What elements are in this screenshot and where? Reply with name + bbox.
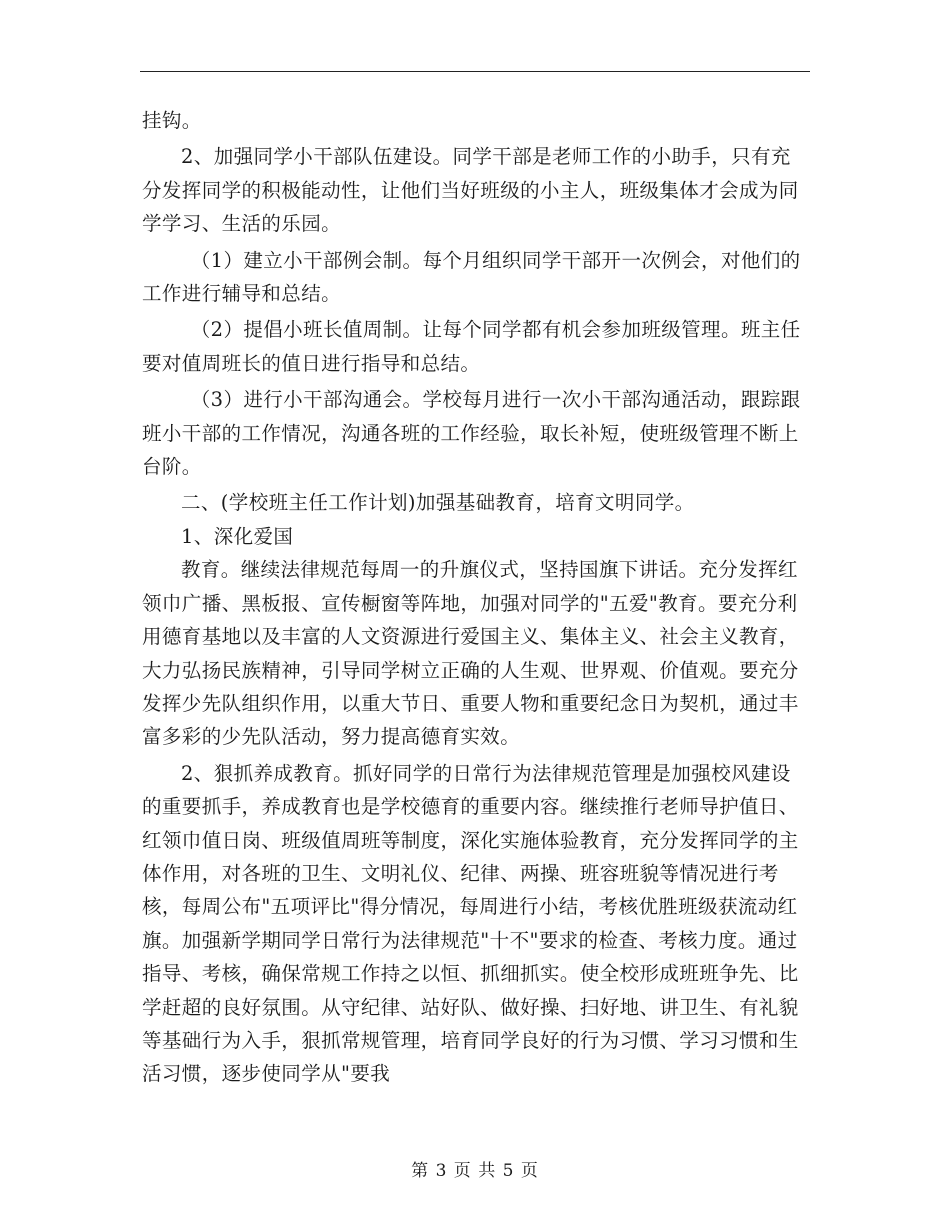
paragraph-item-2: （2）提倡小班长值周制。让每个同学都有机会参加班级管理。班主任要对值周班长的值日进行指导和总结。 — [142, 318, 801, 375]
subheading-patriotism: 1、深化爱国 — [181, 524, 294, 548]
document-body — [142, 104, 810, 1091]
section-heading-2: 二、(学校班主任工作计划)加强基础教育，培育文明同学。 — [181, 491, 695, 515]
paragraph-item-3: （3）进行小干部沟通会。学校每月进行一次小干部沟通活动，跟踪跟班小干部的工作情况，沟通各班的工作经验，取长补短，使班级管理不断上台阶。 — [142, 388, 801, 479]
paragraph-continuation: 挂钩。 — [142, 109, 202, 132]
paragraph-item-1: （1）建立小干部例会制。每个月组织同学干部开一次例会，对他们的工作进行辅导和总结。 — [142, 248, 801, 306]
page-number: 第 3 页 共 5 页 — [411, 1161, 539, 1181]
paragraph-patriotism: 教育。继续法律规范每周一的升旗仪式，坚持国旗下讲话。充分发挥红领巾广播、黑板报、宣传橱窗等阵地，加强对同学的"五爱"教育。要充分利用德育基地以及丰富的人文资源进行爱国主义、集体主义、社会主义教育，大力弘扬民族精神，引导同学树立正确的人生观、世界观、价值观。要充分发挥少先队组织作用，以重大节日、重要人物和重要纪念日为契机，通过丰富多彩的少先队活动，努力提高德育实效。 — [142, 558, 799, 749]
paragraph-habit-education: 2、狠抓养成教育。抓好同学的日常行为法律规范管理是加强校风建设的重要抓手，养成教育也是学校德育的重要内容。继续推行老师导护值日、红领巾值日岗、班级值周班等制度，深化实施体验教育，充分发挥同学的主体作用，对各班的卫生、文明礼仪、纪律、两操、班容班貌等情况进行考核，每周公布"五项评比"得分情况，每周进行小结，考核优胜班级获流动红旗。加强新学期同学日常行为法律规范"十不"要求的检查、考核力度。通过指导、考核，确保常规工作持之以恒、抓细抓实。使全校形成班班争先、比学赶超的良好氛围。从守纪律、站好队、做好操、扫好地、讲卫生、有礼貌等基础行为入手，狠抓常规管理，培育同学良好的行为习惯、学习习惯和生活习惯，逐步使同学从"要我 — [142, 761, 799, 1086]
paragraph-cadre-building: 2、加强同学小干部队伍建设。同学干部是老师工作的小助手，只有充分发挥同学的积极能动性，让他们当好班级的小主人，班级集体才会成为同学学习、生活的乐园。 — [142, 145, 799, 236]
header-rule — [140, 71, 810, 72]
